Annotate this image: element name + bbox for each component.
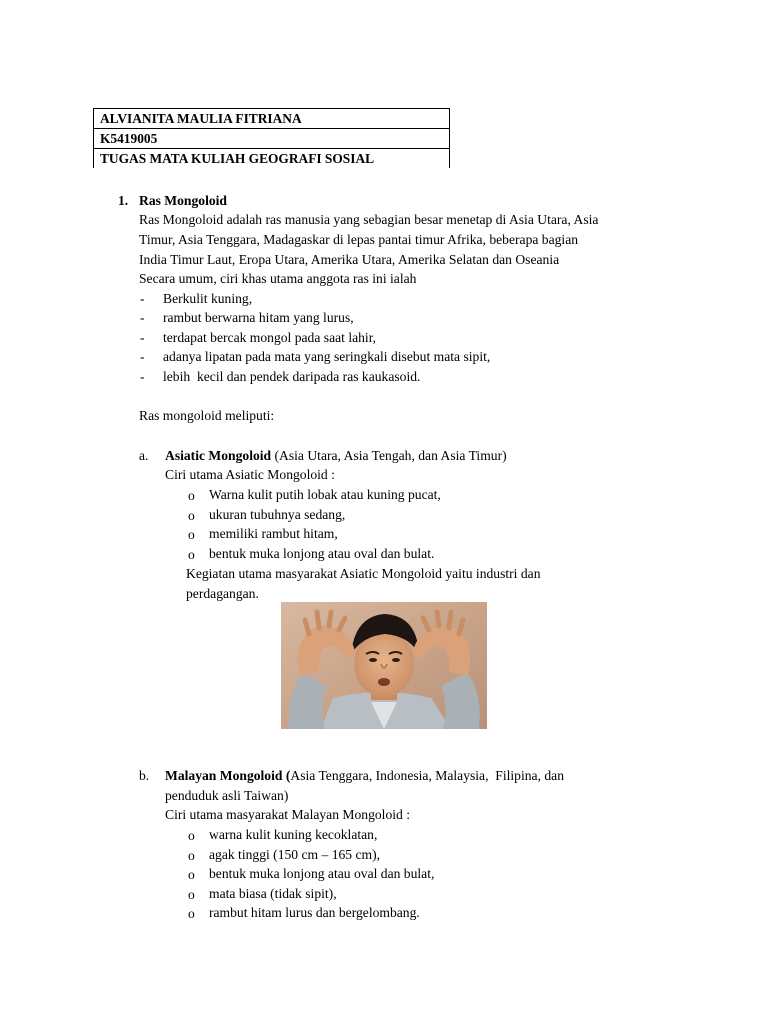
header-table: [93, 108, 450, 168]
trait-item: rambut hitam lurus dan bergelombang.: [209, 905, 420, 920]
student-name: ALVIANITA MAULIA FITRIANA: [94, 109, 450, 129]
circle-bullet: o: [188, 547, 195, 562]
dash-bullet: -: [140, 349, 145, 364]
assignment-title: TUGAS MATA KULIAH GEOGRAFI SOSIAL: [94, 149, 450, 169]
circle-bullet: o: [188, 527, 195, 542]
subsection-heading: [165, 447, 507, 464]
trait-item: bentuk muka lonjong atau oval dan bulat,: [209, 866, 435, 881]
trait-item: Warna kulit putih lobak atau kuning pucat,: [209, 487, 441, 502]
circle-bullet: o: [188, 828, 195, 843]
trait-item: mata biasa (tidak sipit),: [209, 886, 337, 901]
subsection-name: Asiatic Mongoloid: [165, 448, 272, 463]
intro-line: Ras Mongoloid adalah ras manusia yang sebagian besar menetap di Asia Utara, Asia: [139, 212, 599, 227]
student-id: K5419005: [94, 129, 450, 149]
circle-bullet: o: [188, 906, 195, 921]
intro-line: India Timur Laut, Eropa Utara, Amerika Utara, Amerika Selatan dan Oseania: [139, 252, 560, 267]
trait-item: agak tinggi (150 cm – 165 cm),: [209, 847, 381, 862]
dash-bullet: -: [140, 330, 145, 345]
trait-item: Berkulit kuning,: [163, 291, 253, 306]
trait-item: adanya lipatan pada mata yang seringkali disebut mata sipit,: [163, 349, 491, 364]
subsection-regions: Asia Tenggara, Indonesia, Malaysia, Filipina, dan: [290, 768, 565, 783]
header-row: [94, 149, 450, 169]
man-hands-on-head-photo: [281, 602, 487, 729]
subsection-name: Malayan Mongoloid (: [165, 768, 291, 783]
trait-item: bentuk muka lonjong atau oval dan bulat.: [209, 546, 435, 561]
subsection-regions: (Asia Utara, Asia Tengah, dan Asia Timur): [271, 448, 507, 463]
circle-bullet: o: [188, 867, 195, 882]
section-title: Ras Mongoloid: [139, 193, 227, 208]
section-number: 1.: [118, 193, 129, 208]
activity-line: perdagangan.: [186, 586, 259, 601]
traits-label: Ciri utama Asiatic Mongoloid :: [165, 467, 335, 482]
subsection-heading: [165, 767, 564, 784]
trait-item: ukuran tubuhnya sedang,: [209, 507, 346, 522]
circle-bullet: o: [188, 488, 195, 503]
subsection-regions-cont: penduduk asli Taiwan): [165, 788, 289, 803]
dash-bullet: -: [140, 369, 145, 384]
traits-label: Ciri utama masyarakat Malayan Mongoloid :: [165, 807, 411, 822]
trait-item: rambut berwarna hitam yang lurus,: [163, 310, 354, 325]
circle-bullet: o: [188, 848, 195, 863]
circle-bullet: o: [188, 508, 195, 523]
circle-bullet: o: [188, 887, 195, 902]
header-row: [94, 129, 450, 149]
trait-item: terdapat bercak mongol pada saat lahir,: [163, 330, 377, 345]
subsection-letter: b.: [139, 768, 150, 783]
trait-item: warna kulit kuning kecoklatan,: [209, 827, 378, 842]
dash-bullet: -: [140, 291, 145, 306]
dash-bullet: -: [140, 310, 145, 325]
header-row: [94, 109, 450, 129]
traits-intro: Secara umum, ciri khas utama anggota ras ini ialah: [139, 271, 417, 286]
trait-item: lebih kecil dan pendek daripada ras kaukasoid.: [163, 369, 421, 384]
activity-line: Kegiatan utama masyarakat Asiatic Mongoloid yaitu industri dan: [186, 566, 541, 581]
intro-line: Timur, Asia Tenggara, Madagaskar di lepas pantai timur Afrika, beberapa bagian: [139, 232, 579, 247]
trait-item: memiliki rambut hitam,: [209, 526, 338, 541]
includes-label: Ras mongoloid meliputi:: [139, 408, 275, 423]
subsection-letter: a.: [139, 448, 149, 463]
